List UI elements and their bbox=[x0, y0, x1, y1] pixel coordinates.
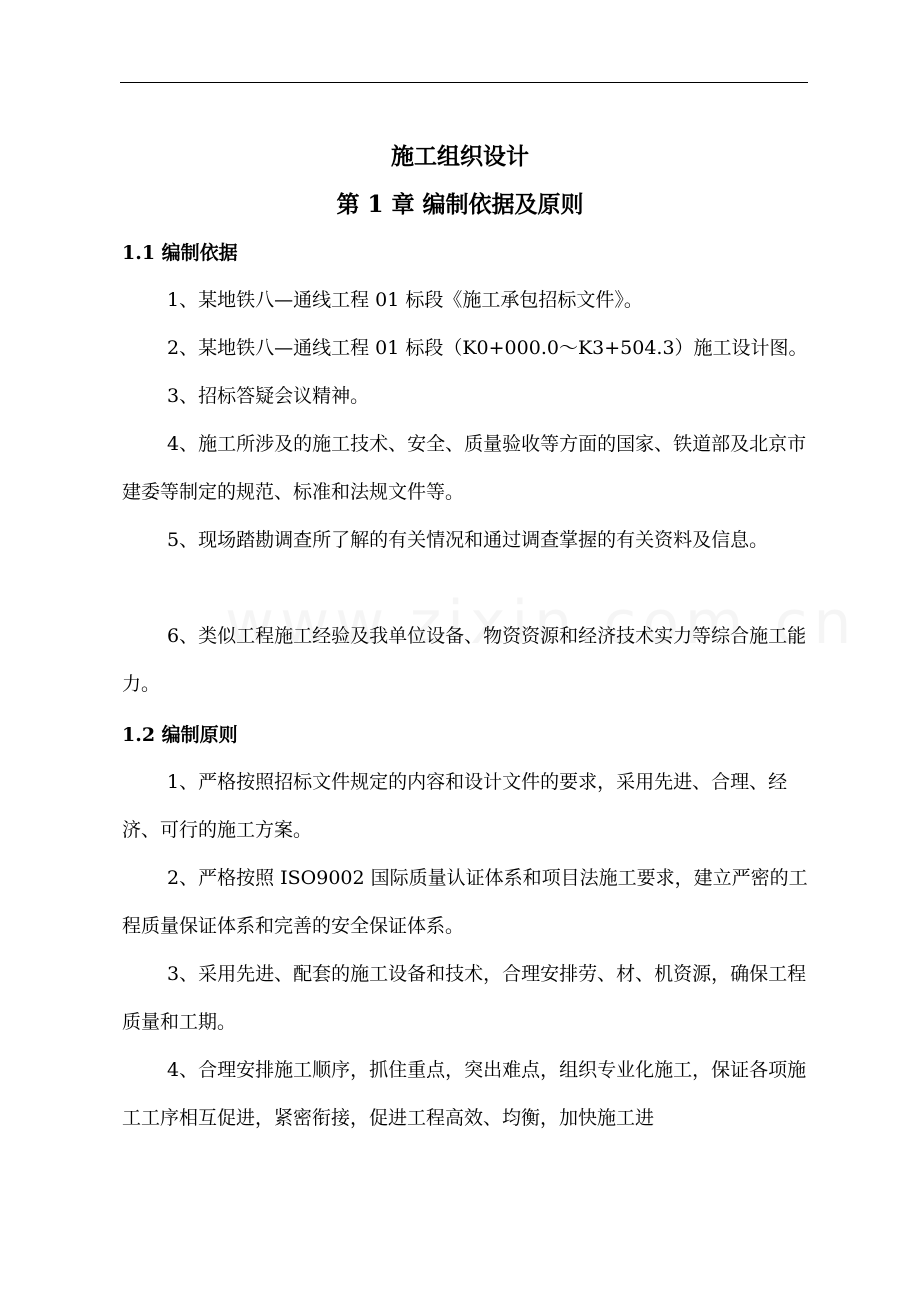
basis-item-2: 2、某地铁八—通线工程 01 标段（K0+000.0～K3+504.3）施工设计图。 bbox=[167, 337, 808, 359]
principle-item-2: 2、严格按照 ISO9002 国际质量认证体系和项目法施工要求，建立严密的工程质量保证体系和完善的安全保证体系。 bbox=[122, 867, 808, 937]
basis-item-6: 6、类似工程施工经验及我单位设备、物资资源和经济技术实力等综合施工能力。 bbox=[122, 625, 807, 695]
principle-item-3: 3、采用先进、配套的施工设备和技术，合理安排劳、材、机资源，确保工程质量和工期。 bbox=[122, 963, 807, 1033]
document-title: 施工组织设计 bbox=[391, 143, 529, 170]
section-heading-1-1: 1.1 编制依据 bbox=[122, 242, 238, 264]
chapter-title: 第 1 章 编制依据及原则 bbox=[336, 191, 584, 218]
header-rule bbox=[120, 82, 808, 83]
basis-item-3: 3、招标答疑会议精神。 bbox=[167, 385, 370, 407]
basis-item-5: 5、现场踏勘调查所了解的有关情况和通过调查掌握的有关资料及信息。 bbox=[167, 529, 769, 551]
principle-item-4: 4、合理安排施工顺序，抓住重点，突出难点，组织专业化施工，保证各项施工工序相互促进，紧密衔接，促进工程高效、均衡，加快施工进 bbox=[122, 1059, 807, 1129]
basis-item-4: 4、施工所涉及的施工技术、安全、质量验收等方面的国家、铁道部及北京市建委等制定的规范、标准和法规文件等。 bbox=[122, 433, 807, 503]
basis-item-1: 1、某地铁八—通线工程 01 标段《施工承包招标文件》。 bbox=[167, 289, 643, 311]
principle-item-1: 1、严格按照招标文件规定的内容和设计文件的要求，采用先进、合理、经济、可行的施工方案。 bbox=[122, 771, 788, 841]
section-heading-1-2: 1.2 编制原则 bbox=[122, 724, 238, 746]
